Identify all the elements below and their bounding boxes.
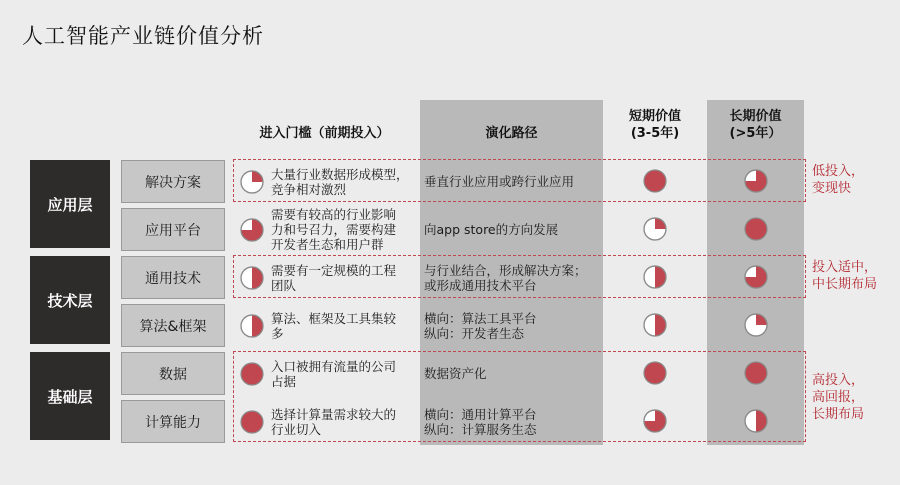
entry-threshold-line: 需要有一定规模的工程 <box>271 262 397 278</box>
annotation-line: 高投入， <box>812 373 865 388</box>
short-term-title: 短期价值 <box>628 109 681 124</box>
entry-threshold-header: 进入门槛（前期投入） <box>259 126 390 141</box>
entry-threshold-text <box>271 311 396 341</box>
evolution-path-line: 垂直行业应用或跨行业应用 <box>424 174 575 189</box>
annotation-line: 高回报， <box>812 390 865 405</box>
short-term-value-cell <box>642 312 668 338</box>
entry-threshold-cell <box>233 208 416 251</box>
short-term-value-pie-icon <box>642 312 668 338</box>
long-term-value-header <box>707 108 804 142</box>
entry-threshold-line: 占据 <box>271 373 297 389</box>
evolution-path-cell <box>424 304 604 347</box>
entry-threshold-text <box>271 407 396 437</box>
entry-threshold-line: 选择计算量需求较大的 <box>271 406 397 422</box>
long-term-value-cell <box>743 408 769 434</box>
entry-threshold-line: 竞争相对激烈 <box>271 181 347 197</box>
sublayer-label: 解决方案 <box>121 160 225 203</box>
annotation-application <box>812 163 898 197</box>
entry-threshold-line: 大量行业数据形成模型， <box>271 166 409 182</box>
short-term-value-cell <box>642 408 668 434</box>
annotation-infrastructure <box>812 372 898 423</box>
short-term-value-cell <box>642 264 668 290</box>
sublayer-label: 算法&框架 <box>121 304 225 347</box>
evolution-path-line: 向app store的方向发展 <box>424 222 559 237</box>
short-term-range: (3-5年) <box>630 126 680 141</box>
sublayer-label: 应用平台 <box>121 208 225 251</box>
evolution-path-cell <box>424 400 604 443</box>
long-term-value-pie-icon <box>743 360 769 386</box>
short-term-value-pie-icon <box>642 264 668 290</box>
entry-threshold-text <box>271 207 396 252</box>
long-term-value-pie-icon <box>743 168 769 194</box>
entry-threshold-line: 算法、框架及工具集较 <box>271 310 397 326</box>
evolution-path-cell <box>424 160 604 203</box>
entry-threshold-line: 入口被拥有流量的公司 <box>271 358 397 374</box>
entry-threshold-text <box>271 359 396 389</box>
layer-application: 应用层 <box>30 160 110 248</box>
evolution-path-cell <box>424 208 604 251</box>
evolution-path-cell <box>424 256 604 299</box>
entry-threshold-text <box>271 167 409 197</box>
entry-threshold-line: 需要有较高的行业影响 <box>271 207 397 222</box>
entry-threshold-line: 行业切入 <box>271 421 322 437</box>
evolution-path-line: 与行业结合，形成解决方案； <box>424 262 587 278</box>
long-term-title: 长期价值 <box>729 109 782 124</box>
short-term-value-pie-icon <box>642 360 668 386</box>
long-term-value-cell <box>743 216 769 242</box>
evolution-path-line: 纵向：开发者生态 <box>424 325 525 341</box>
evolution-path-line: 或形成通用技术平台 <box>424 277 537 293</box>
evolution-path-cell <box>424 352 604 395</box>
evolution-path-line: 横向：通用计算平台 <box>424 406 537 422</box>
entry-threshold-pie-icon <box>239 313 265 339</box>
page-title: 人工智能产业链价值分析 <box>22 24 264 48</box>
entry-threshold-line: 团队 <box>271 277 297 293</box>
annotation-technology <box>812 259 898 293</box>
annotation-line: 变现快 <box>812 181 852 196</box>
layer-infrastructure: 基础层 <box>30 352 110 440</box>
sublayer-label: 数据 <box>121 352 225 395</box>
annotation-line: 中长期布局 <box>812 277 878 292</box>
long-term-value-cell <box>743 168 769 194</box>
short-term-value-header <box>610 108 700 142</box>
long-term-value-pie-icon <box>743 408 769 434</box>
entry-threshold-cell <box>233 400 416 443</box>
long-term-value-cell <box>743 360 769 386</box>
entry-threshold-pie-icon <box>239 217 265 243</box>
long-term-value-pie-icon <box>743 312 769 338</box>
entry-threshold-pie-icon <box>239 169 265 195</box>
entry-threshold-pie-icon <box>239 409 265 435</box>
annotation-line: 低投入， <box>812 164 865 179</box>
long-term-value-cell <box>743 264 769 290</box>
short-term-value-cell <box>642 360 668 386</box>
long-term-range: (>5年） <box>729 126 782 141</box>
entry-threshold-cell <box>233 256 416 299</box>
evolution-path-line: 数据资产化 <box>424 366 487 381</box>
entry-threshold-pie-icon <box>239 265 265 291</box>
short-term-value-cell <box>642 168 668 194</box>
entry-threshold-line: 多 <box>271 325 284 341</box>
sublayer-label: 通用技术 <box>121 256 225 299</box>
entry-threshold-line: 力和号召力，需要构建 <box>271 222 397 237</box>
evolution-path-line: 纵向：计算服务生态 <box>424 421 537 437</box>
short-term-value-pie-icon <box>642 168 668 194</box>
short-term-value-pie-icon <box>642 216 668 242</box>
entry-threshold-text <box>271 263 396 293</box>
layer-technology: 技术层 <box>30 256 110 344</box>
short-term-value-cell <box>642 216 668 242</box>
entry-threshold-cell <box>233 304 416 347</box>
entry-threshold-pie-icon <box>239 361 265 387</box>
entry-threshold-cell <box>233 160 416 203</box>
sublayer-label: 计算能力 <box>121 400 225 443</box>
short-term-value-pie-icon <box>642 408 668 434</box>
entry-threshold-cell <box>233 352 416 395</box>
evolution-path-header: 演化路径 <box>485 126 538 141</box>
evolution-path-line: 横向：算法工具平台 <box>424 310 537 326</box>
annotation-line: 长期布局 <box>812 407 865 422</box>
long-term-value-pie-icon <box>743 264 769 290</box>
entry-threshold-line: 开发者生态和用户群 <box>271 237 384 252</box>
long-term-value-pie-icon <box>743 216 769 242</box>
long-term-value-cell <box>743 312 769 338</box>
annotation-line: 投入适中， <box>812 260 878 275</box>
